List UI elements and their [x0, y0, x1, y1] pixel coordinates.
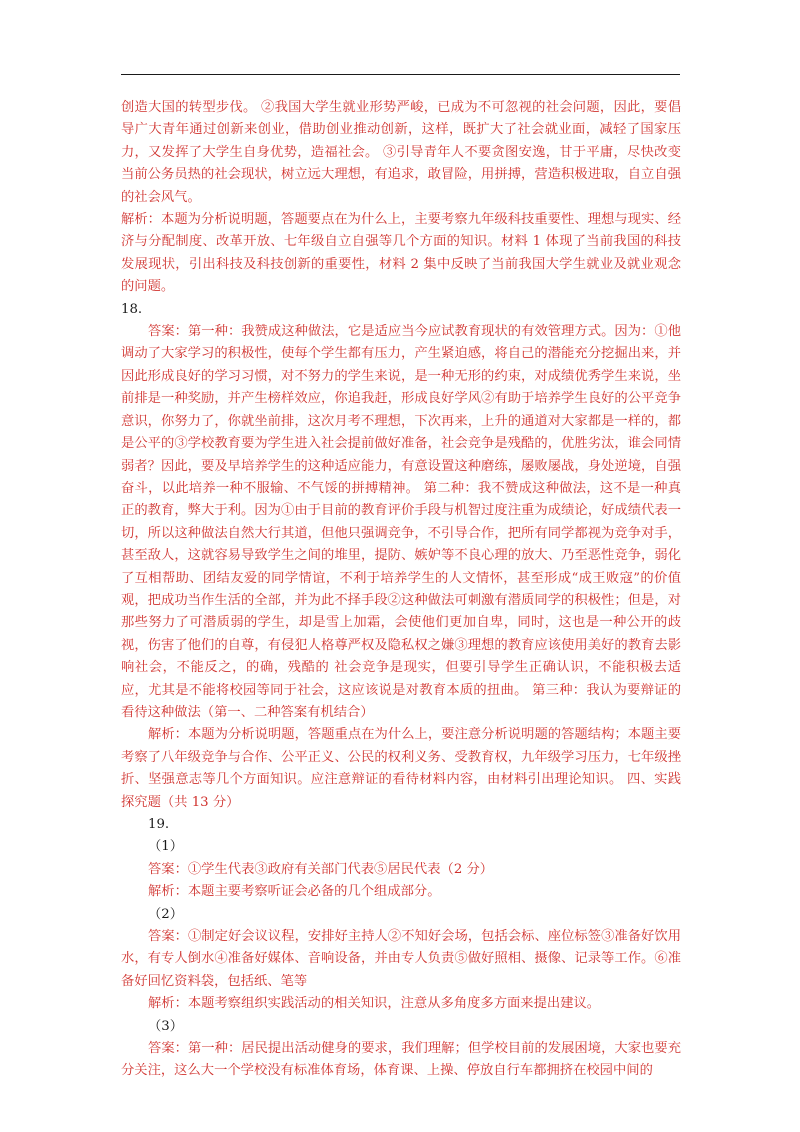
q19-part1-answer: 答案：①学生代表③政府有关部门代表⑤居民代表（2 分） — [148, 861, 494, 877]
q19-part1-label: （1） — [148, 839, 184, 855]
q17-answer-continued: 创造大国的转型步伐。 ②我国大学生就业形势严峻，已成为不可忽视的社会问题，因此，要倡导广大青年通过创新来创业，借助创业推动创新，这样，既扩大了社会就业面，减轻了国家压力，又发挥了大学生自身优势，造福社会。 ③引导青年人不要贪图安逸，甘于平庸，尽快改变当前公务员热的社会现状，树立远大理想，有追求，敢冒险，用拼搏，营造积极进取，自立自强的社会风气。 — [121, 100, 681, 205]
q19-number: 19. — [148, 817, 170, 832]
q17-analysis: 解析：本题为分析说明题，答题要点在为什么上，主要考察九年级科技重要性、理想与现实、经济与分配制度、改革开放、七年级自立自强等几个方面的知识。材料 1 体现了当前我国的科技发展现状，引出科技及科技创新的重要性，材料 2 集中反映了当前我国大学生就业及就业观念的问题。 — [121, 212, 681, 295]
q18-number: 18. — [121, 301, 143, 317]
q18-answer: 答案：第一种：我赞成这种做法，它是适应当今应试教育现状的有效管理方式。因为：①他调动了大家学习的积极性，使每个学生都有压力，产生紧迫感，将自己的潜能充分挖掘出来，并因此形成良好的学习习惯，对不努力的学生来说，是一种无形的约束，对成绩优秀学生来说，坐前排是一种奖励，并产生榜样效应，你追我赶，形成良好学风②有助于培养学生良好的公平竞争意识，你努力了，你就坐前排，这次月考不理想，下次再来，上升的通道对大家都是一样的，都是公平的③学校教育要为学生进入社会提前做好准备，社会竞争是残酷的，优胜劣汰，谁会同情弱者？因此，要及早培养学生的这种适应能力，有意设置这种磨练，屡败屡战，身处逆境，自强奋斗，以此培养一种不服输、不气馁的拼搏精神。 第二种：我不赞成这种做法，这不是一种真正的教育，弊大于利。因为①由于目前的教育评价手段与机智过度注重为成绩论，好成绩代表一切，所以这种做法自然大行其道，但他只强调竞争，不引导合作，把所有同学都视为竞争对手，甚至敌人，这就容易导致学生之间的堆里，提防、嫉妒等不良心理的放大、乃至恶性竞争，弱化了互相帮助、团结友爱的同学情谊，不利于培养学生的人文情怀，甚至形成“成王败寇”的价值观，把成功当作生活的全部，并为此不择手段②这种做法可刺激有潜质同学的积极性；但是，对那些努力了可潜质弱的学生，却是雪上加霜，会使他们更加自卑，同时，这也是一种公开的歧视，伤害了他们的自尊，有侵犯人格尊严权及隐私权之嫌③理想的教育应该使用美好的教育去影响社会，不能反之，的确，残酷的 社会竞争是现实，但要引导学生正确认识，不能积极去适应，尤其是不能将校园等同于社会，这应该说是对教育本质的扭曲。 第三种：我认为要辩证的看待这种做法（第一、二种答案有机结合） — [121, 324, 681, 720]
document-body — [121, 97, 681, 1083]
q19-part2-label: （2） — [148, 906, 184, 922]
q18-analysis: 解析：本题为分析说明题，答题重点在为什么上，要注意分析说明题的答题结构；本题主要考察了八年级竞争与合作、公平正义、公民的权利义务、受教育权，九年级学习压力，七年级挫折、坚强意志等几个方面知识。应注意辩证的看待材料内容，由材料引出理论知识。 四、实践探究题（共 13 分） — [121, 727, 681, 810]
q19-part3-answer: 答案：第一种：居民提出活动健身的要求，我们理解；但学校目前的发展困境，大家也要充分关注，这么大一个学校没有标准体育场，体育课、上操、停放自行车都拥挤在校园中间的 — [121, 1041, 681, 1079]
header-rule — [121, 74, 680, 75]
q19-part2-answer: 答案：①制定好会议议程，安排好主持人②不知好会场，包括会标、座位标签③准备好饮用水，有专人倒水④准备好媒体、音响设备，并由专人负责⑤做好照相、摄像、记录等工作。⑥准备好回忆资料袋，包括纸、笔等 — [121, 929, 681, 989]
q19-part2-analysis: 解析：本题考察组织实践活动的相关知识，注意从多角度多方面来提出建议。 — [148, 996, 601, 1012]
q19-part3-label: （3） — [148, 1018, 184, 1034]
q19-part1-analysis: 解析：本题主要考察听证会必备的几个组成部分。 — [148, 884, 441, 900]
